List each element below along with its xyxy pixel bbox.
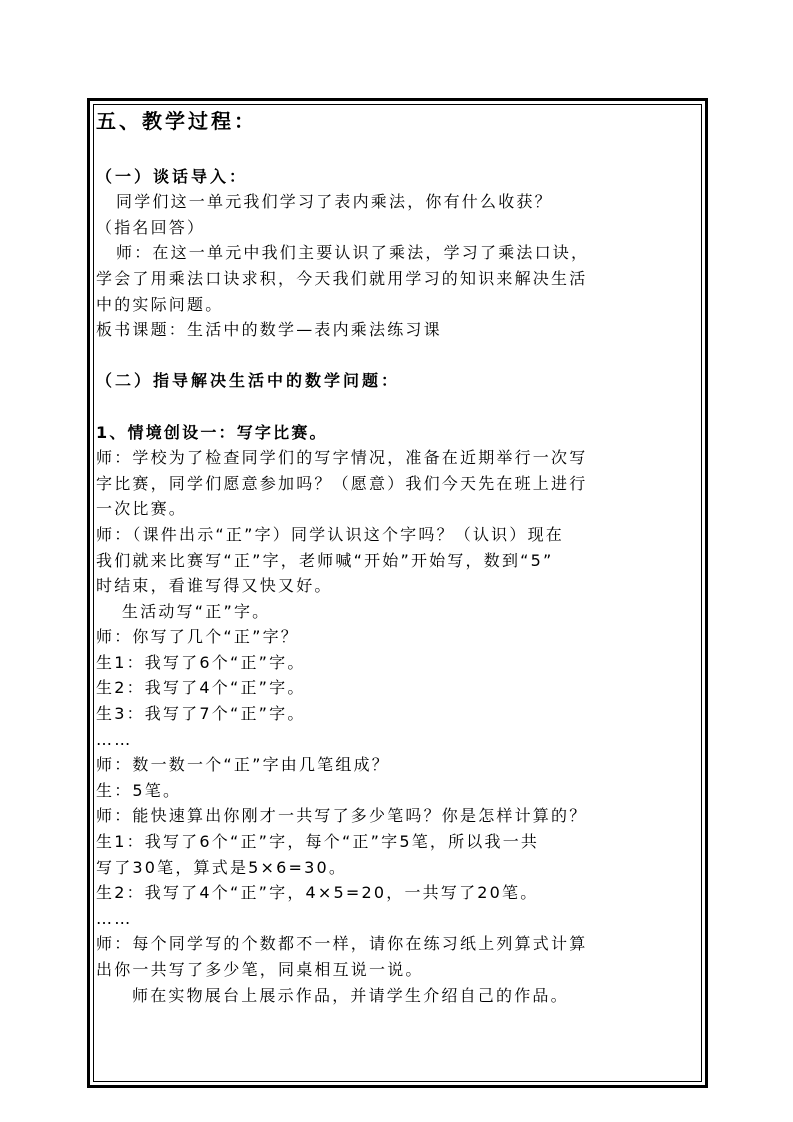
paragraph-line: 字比赛，同学们愿意参加吗？（愿意）我们今天先在班上进行 — [96, 473, 588, 493]
paragraph-line: 一次比赛。 — [96, 499, 188, 519]
lesson-plan-content — [96, 104, 696, 1008]
paragraph-line: 师：学校为了检查同学们的写字情况，准备在近期举行一次写 — [96, 448, 588, 468]
paragraph-line: 生：5笔。 — [96, 780, 182, 800]
ellipsis-line: …… — [96, 729, 133, 749]
paragraph-line: 生2：我写了4个“正”字，4×5=20，一共写了20笔。 — [96, 883, 539, 903]
paragraph-line: 生1：我写了6个“正”字，每个“正”字5笔，所以我一共 — [96, 832, 540, 852]
subsection-heading: （一）谈话导入： — [96, 166, 249, 186]
paragraph-line: 写了30笔，算式是5×6=30。 — [96, 857, 348, 877]
scenario-heading: 1、情境创设一：写字比赛。 — [96, 422, 328, 442]
paragraph-line: 生活动写“正”字。 — [122, 601, 271, 621]
blank-line — [96, 343, 696, 369]
blank-line — [96, 138, 696, 164]
paragraph-line: 中的实际问题。 — [96, 294, 224, 314]
paragraph-line: 生3：我写了7个“正”字。 — [96, 704, 306, 724]
paragraph-line: 板书课题：生活中的数学—表内乘法练习课 — [96, 320, 442, 340]
ellipsis-line: …… — [96, 908, 133, 928]
paragraph-line: 生1：我写了6个“正”字。 — [96, 652, 306, 672]
paragraph-line: 生2：我写了4个“正”字。 — [96, 678, 306, 698]
paragraph-line: 时结束，看谁写得又快又好。 — [96, 576, 333, 596]
paragraph-line: 师在实物展台上展示作品，并请学生介绍自己的作品。 — [132, 985, 569, 1005]
paragraph-line: 出你一共写了多少笔，同桌相互说一说。 — [96, 960, 424, 979]
paragraph-line: 师：在这一单元中我们主要认识了乘法，学习了乘法口诀， — [116, 243, 590, 263]
paragraph-line: 师：你写了几个“正”字？ — [96, 627, 299, 647]
paragraph-line: 师：（课件出示“正”字）同学认识这个字吗？（认识）现在 — [96, 524, 564, 544]
paragraph-line: 师：数一数一个“正”字由几笔组成？ — [96, 755, 390, 775]
paragraph-line: 同学们这一单元我们学习了表内乘法，你有什么收获？ — [116, 192, 553, 212]
section-title: 五、教学过程： — [96, 109, 257, 133]
paragraph-line: 师：能快速算出你刚才一共写了多少笔吗？你是怎样计算的？ — [96, 806, 588, 826]
subsection-heading: （二）指导解决生活中的数学问题： — [96, 371, 401, 391]
paragraph-line: 师：每个同学写的个数都不一样，请你在练习纸上列算式计算 — [96, 934, 588, 954]
paragraph-line: （指名回答） — [96, 217, 206, 237]
paragraph-line: 学会了用乘法口诀求积，今天我们就用学习的知识来解决生活 — [96, 268, 588, 288]
paragraph-line: 我们就来比赛写“正”字，老师喊“开始”开始写，数到“5” — [96, 550, 554, 570]
blank-line — [96, 394, 696, 420]
